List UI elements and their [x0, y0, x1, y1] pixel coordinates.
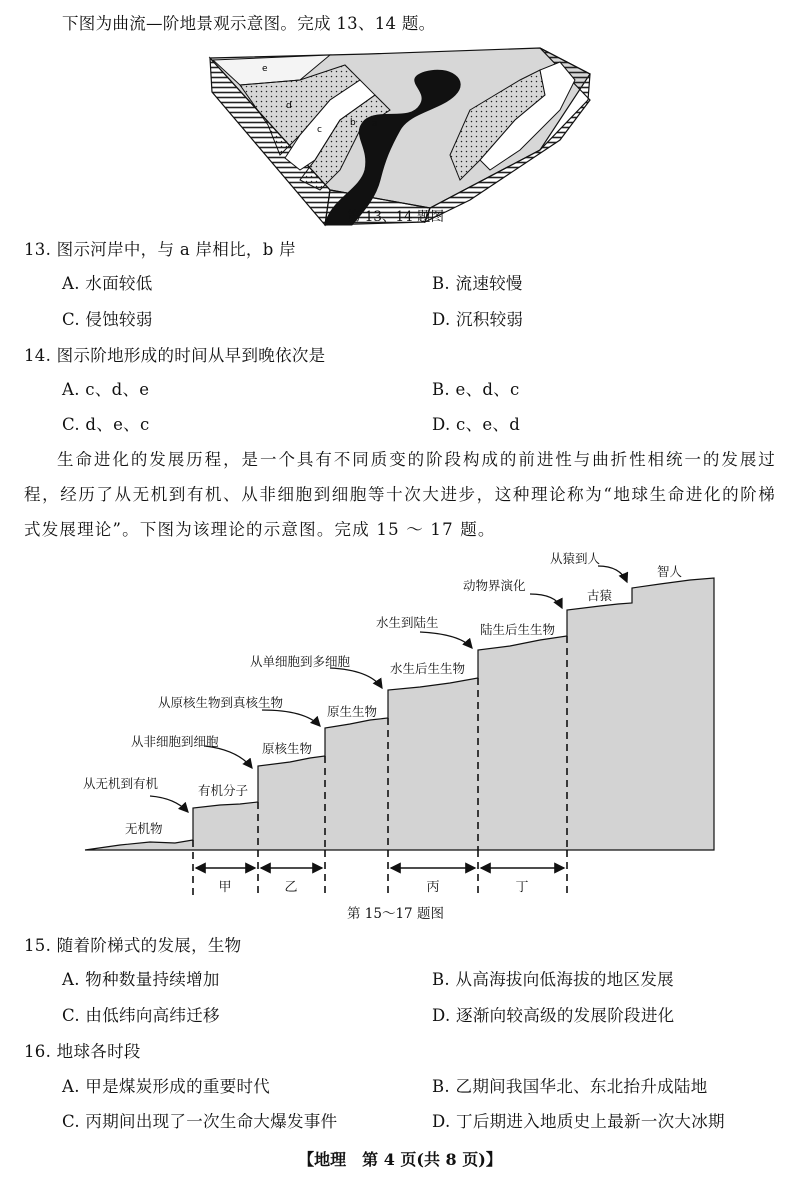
label-e: e — [262, 64, 268, 74]
transition-noncell-to-cell: 从非细胞到细胞 — [131, 734, 219, 749]
q16-stem: 16. 地球各时段 — [24, 1042, 141, 1061]
stage-protist: 原生生物 — [327, 704, 378, 719]
label-d: d — [286, 101, 292, 111]
q14-option-b: B. e、d、c — [432, 380, 520, 399]
stage-inorganic: 无机物 — [125, 821, 163, 836]
period-yi: 乙 — [284, 880, 298, 895]
transition-aquatic-to-terrestrial: 水生到陆生 — [376, 615, 439, 630]
q16-option-a: A. 甲是煤炭形成的重要时代 — [62, 1077, 271, 1096]
intro-15-17-text: 生命进化的发展历程，是一个具有不同质变的阶段构成的前进性与曲折性相统一的发展过程，经历了从无机到有机、从非细胞到细胞等十次大进步，这种理论称为“地球生命进化的阶梯式发展理论”。下图为该理论的示意图。完成 15 ～ 17 题。 — [24, 450, 776, 539]
transition-animal-evolution: 动物界演化 — [463, 578, 526, 593]
transition-ape-to-human: 从猿到人 — [550, 551, 601, 566]
label-c: c — [317, 125, 322, 135]
intro-13-14: 下图为曲流—阶地景观示意图。完成 13、14 题。 — [62, 14, 436, 33]
q13-option-a: A. 水面较低 — [62, 274, 153, 293]
transition-inorganic-to-organic: 从无机到有机 — [83, 776, 159, 791]
period-jia: 甲 — [218, 880, 232, 895]
q13-option-b: B. 流速较慢 — [432, 274, 523, 293]
q14-stem: 14. 图示阶地形成的时间从早到晚依次是 — [24, 346, 326, 365]
figure2-caption: 第 15～17 题图 — [347, 906, 444, 922]
q15-option-c: C. 由低纬向高纬迁移 — [62, 1006, 220, 1025]
q13-option-c: C. 侵蚀较弱 — [62, 310, 153, 329]
period-bing: 丙 — [426, 880, 440, 895]
q16-option-c: C. 丙期间出现了一次生命大爆发事件 — [62, 1112, 338, 1131]
q16-option-b: B. 乙期间我国华北、东北抬升成陆地 — [432, 1077, 708, 1096]
q15-stem: 15. 随着阶梯式的发展，生物 — [24, 936, 242, 955]
stage-organic-molecule: 有机分子 — [198, 783, 249, 798]
q16-option-d: D. 丁后期进入地质史上最新一次大冰期 — [432, 1112, 725, 1131]
stage-ancient-ape: 古猿 — [587, 588, 613, 603]
page-footer: 【地理 第 4 页(共 8 页)】 — [298, 1150, 502, 1169]
q14-option-c: C. d、e、c — [62, 415, 150, 434]
stage-aquatic-metazoa: 水生后生生物 — [390, 661, 466, 676]
label-a: a — [372, 119, 378, 129]
stage-terrestrial-metazoa: 陆生后生生物 — [480, 622, 556, 637]
q15-option-b: B. 从高海拔向低海拔的地区发展 — [432, 970, 674, 989]
q13-option-d: D. 沉积较弱 — [432, 310, 524, 329]
transition-prokaryote-to-eukaryote: 从原核生物到真核生物 — [158, 695, 284, 710]
q14-option-a: A. c、d、e — [62, 380, 150, 399]
intro-15-17 — [24, 442, 776, 547]
q15-option-a: A. 物种数量持续增加 — [62, 970, 220, 989]
q13-stem: 13. 图示河岸中，与 a 岸相比，b 岸 — [24, 240, 296, 259]
period-ding: 丁 — [515, 880, 529, 895]
transition-unicellular-to-multicellular: 从单细胞到多细胞 — [250, 654, 351, 669]
stage-homo-sapiens: 智人 — [657, 564, 683, 579]
q14-option-d: D. c、e、d — [432, 415, 521, 434]
label-b: b — [350, 118, 356, 128]
figure1-caption: 第 13、14 题图 — [347, 209, 444, 225]
q15-option-d: D. 逐渐向较高级的发展阶段进化 — [432, 1006, 675, 1025]
evolution-staircase-diagram — [0, 550, 800, 900]
stage-prokaryote: 原核生物 — [262, 741, 313, 756]
